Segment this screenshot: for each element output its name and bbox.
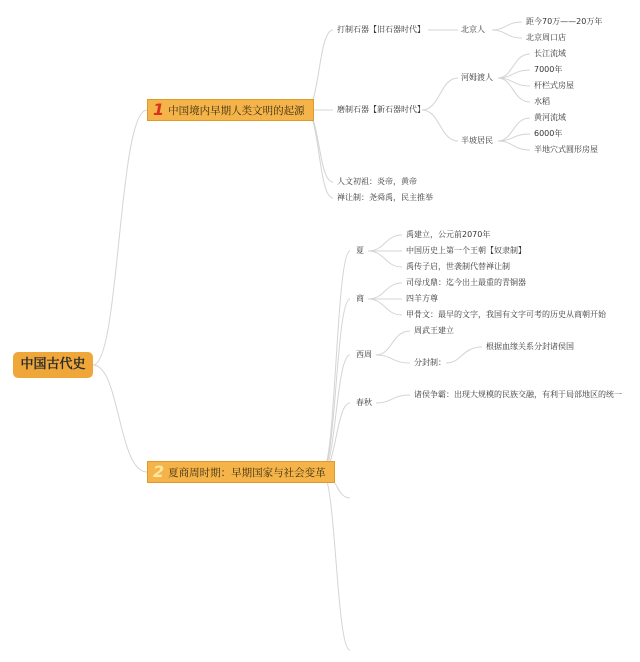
topic-origins-label: 中国境内早期人类文明的起源 xyxy=(168,105,305,117)
peking-man-item[interactable]: 距今70万——20万年 xyxy=(526,17,603,26)
peking-man-node[interactable]: 北京人 xyxy=(461,25,485,34)
banpo-item[interactable]: 半地穴式圆形房屋 xyxy=(534,145,598,154)
fengjian-item[interactable]: 根据血缘关系分封诸侯国 xyxy=(486,342,574,351)
hemudu-item[interactable]: 长江流域 xyxy=(534,49,566,58)
topic-xia-shang-zhou[interactable] xyxy=(147,461,335,483)
banpo-item[interactable]: 黄河流域 xyxy=(534,113,566,122)
spring-autumn-item[interactable]: 诸侯争霸：出现大规模的民族交融，有利于局部地区的统一 xyxy=(414,390,622,399)
shang-item[interactable]: 甲骨文：最早的文字，我国有文字可考的历史从商朝开始 xyxy=(406,310,606,319)
xia-node[interactable]: 夏 xyxy=(356,246,364,255)
hemudu-item[interactable]: 水稻 xyxy=(534,97,550,106)
hemudu-node[interactable]: 河姆渡人 xyxy=(461,73,493,82)
xia-item[interactable]: 禹建立，公元前2070年 xyxy=(406,230,491,239)
ancestors-node[interactable]: 人文初祖：炎帝，黄帝 xyxy=(337,177,417,186)
abdication-node[interactable]: 禅让制：尧舜禹，民主推举 xyxy=(337,193,433,202)
peking-man-item[interactable]: 北京周口店 xyxy=(526,33,566,42)
branch-chipped-stone[interactable]: 打制石器【旧石器时代】 xyxy=(337,25,425,34)
shang-node[interactable]: 商 xyxy=(356,294,364,303)
topic-number-1: 1 xyxy=(153,100,165,119)
shang-item[interactable]: 司母戊鼎：迄今出土最重的青铜器 xyxy=(406,278,526,287)
root-topic[interactable]: 中国古代史 xyxy=(13,352,93,378)
hemudu-item[interactable]: 杆栏式房屋 xyxy=(534,81,574,90)
hemudu-item[interactable]: 7000年 xyxy=(534,65,563,74)
xia-item[interactable]: 中国历史上第一个王朝【奴隶制】 xyxy=(406,246,526,255)
topic-xia-shang-zhou-label: 夏商周时期：早期国家与社会变革 xyxy=(168,467,326,479)
western-zhou-node[interactable]: 西周 xyxy=(356,350,372,359)
banpo-item[interactable]: 6000年 xyxy=(534,129,563,138)
banpo-node[interactable]: 半坡居民 xyxy=(461,136,493,145)
topic-origins[interactable] xyxy=(147,99,314,121)
branch-polished-stone[interactable]: 磨制石器【新石器时代】 xyxy=(337,105,425,114)
topic-number-2: 2 xyxy=(153,462,165,481)
fengjian-node[interactable]: 分封制： xyxy=(414,358,446,367)
shang-item[interactable]: 四羊方尊 xyxy=(406,294,438,303)
western-zhou-founder[interactable]: 周武王建立 xyxy=(414,326,454,335)
spring-autumn-node[interactable]: 春秋 xyxy=(356,398,372,407)
xia-item[interactable]: 禹传子启，世袭制代替禅让制 xyxy=(406,262,510,271)
